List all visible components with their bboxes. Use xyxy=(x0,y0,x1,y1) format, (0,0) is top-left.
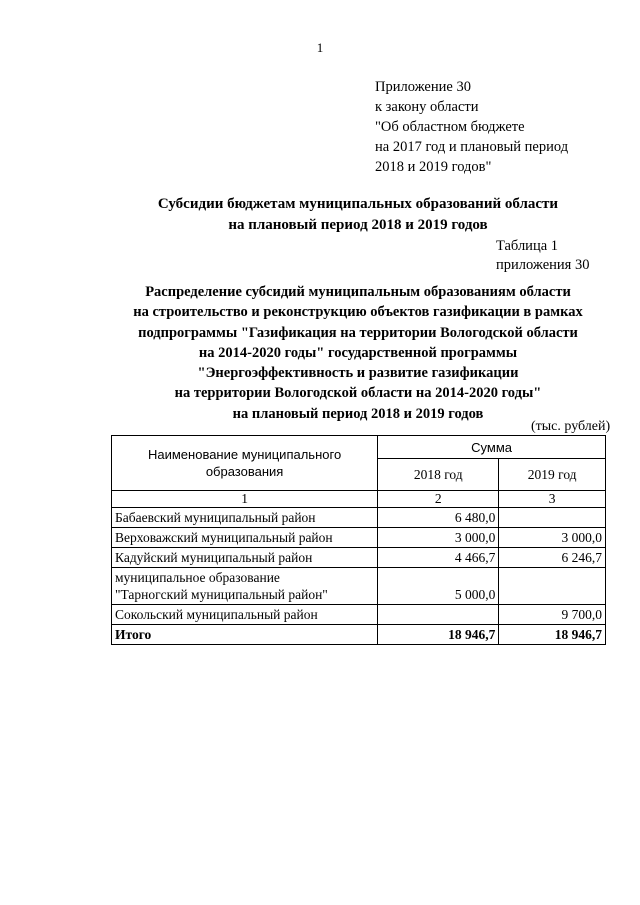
row-value-2018: 5 000,0 xyxy=(378,568,499,605)
row-name: Бабаевский муниципальный район xyxy=(112,508,378,528)
row-value-2018: 6 480,0 xyxy=(378,508,499,528)
header-municipality-line2: образования xyxy=(205,464,284,479)
row-value-2019: 9 700,0 xyxy=(499,605,606,625)
row-value-2018: 4 466,7 xyxy=(378,548,499,568)
row-name: Верховажский муниципальный район xyxy=(112,528,378,548)
table-label xyxy=(496,237,589,275)
table-title-line: на территории Вологодской области на 2014-2020 годы" xyxy=(174,385,542,402)
table-title-line: на 2014-2020 годы" государственной программы xyxy=(198,344,518,361)
index-cell: 2 xyxy=(378,491,499,508)
table-title-line: на строительство и реконструкцию объектов газификации в рамках xyxy=(133,304,583,321)
total-value-2019: 18 946,7 xyxy=(499,625,606,645)
header-municipality xyxy=(112,436,378,491)
units-label: (тыс. рублей) xyxy=(531,419,611,434)
page-number: 1 xyxy=(316,40,324,55)
header-municipality-line1: Наименование муниципального xyxy=(147,447,342,462)
annex-block xyxy=(375,77,568,177)
annex-line: к закону области xyxy=(375,99,479,115)
annex-line: "Об областном бюджете xyxy=(375,119,525,135)
index-cell: 3 xyxy=(499,491,606,508)
table-title-line: на плановый период 2018 и 2019 годов xyxy=(232,405,484,422)
row-name xyxy=(112,568,378,605)
subsidy-table xyxy=(111,435,606,645)
table-row xyxy=(112,568,606,605)
row-value-2018 xyxy=(378,605,499,625)
table-label-line: Таблица 1 xyxy=(496,238,559,254)
table-row xyxy=(112,528,606,548)
table-title-line: Распределение субсидий муниципальным образованиям области xyxy=(145,284,571,300)
table-title-line: подпрограммы "Газификация на территории Вологодской области xyxy=(138,324,578,341)
header-sum: Сумма xyxy=(378,436,606,459)
annex-line: Приложение 30 xyxy=(375,79,471,95)
main-title-line: Субсидии бюджетам муниципальных образований области xyxy=(157,196,559,212)
header-year-2019: 2019 год xyxy=(499,459,606,491)
header-year-2018: 2018 год xyxy=(378,459,499,491)
row-name: Сокольский муниципальный район xyxy=(112,605,378,625)
annex-line: на 2017 год и плановый период xyxy=(375,139,569,155)
row-value-2019 xyxy=(499,568,606,605)
table-row xyxy=(112,508,606,528)
table-label-line: приложения 30 xyxy=(496,257,590,273)
main-title xyxy=(0,194,640,236)
table-title xyxy=(0,282,640,424)
table-row xyxy=(112,605,606,625)
row-value-2019: 6 246,7 xyxy=(499,548,606,568)
row-name: Кадуйский муниципальный район xyxy=(112,548,378,568)
total-value-2018: 18 946,7 xyxy=(378,625,499,645)
row-value-2019: 3 000,0 xyxy=(499,528,606,548)
table-title-line: "Энергоэффективность и развитие газификации xyxy=(197,365,519,382)
table-row xyxy=(112,548,606,568)
main-title-line: на плановый период 2018 и 2019 годов xyxy=(228,217,488,233)
index-row xyxy=(112,491,606,508)
annex-line: 2018 и 2019 годов" xyxy=(375,159,492,175)
row-value-2018: 3 000,0 xyxy=(378,528,499,548)
total-label: Итого xyxy=(112,625,378,645)
row-name-line1: муниципальное образование xyxy=(115,570,280,585)
index-cell: 1 xyxy=(112,491,378,508)
row-value-2019 xyxy=(499,508,606,528)
row-name-line2: "Тарногский муниципальный район" xyxy=(115,587,328,602)
total-row xyxy=(112,625,606,645)
